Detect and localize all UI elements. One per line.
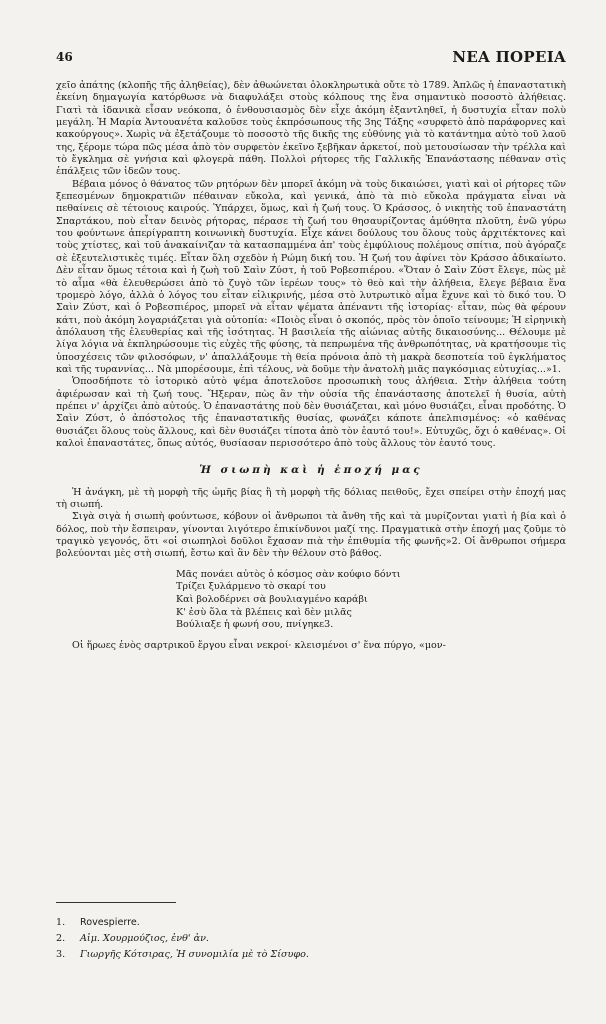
poem-line: Καὶ βολοδέρνει σὰ βουλιαγμένο καράβι (176, 593, 368, 605)
page-number: 46 (56, 50, 73, 64)
footnote-text: Rovespierre. (80, 917, 140, 928)
footnote (56, 931, 566, 947)
footnote-number: 3. (56, 949, 66, 960)
footnote (56, 915, 566, 931)
footnote-rule (56, 902, 176, 903)
footnote-text: Αἰμ. Χουρμούζιος, ἐνθ' ἀν. (80, 933, 209, 944)
paragraph: χεῖο ἀπάτης (κλοπῆς τῆς ἀληθείας), δὲν ἀθωώνεται ὁλοκληρωτικὰ οὔτε τὸ 1789. Ἁπλῶς ἡ ἐπαναστατικὴ ἐκείνη δημαγωγία κατόρθωσε νὰ διαφυλάξει στοὺς κόλπους της ἕνα σημαντικὸ ποσοστὸ ἀλήθειας. Γιατὶ τὰ ἰδανικὰ εἶσαν νεόκοπα, ὁ ἐνθουσιασμὸς δὲν εἶχε ἀκόμη ἐξαντληθεῖ, ἡ δυστυχία εἶταν πολὺ μεγάλη. Ἡ Μαρία Ἀντουανέτα καλοῦσε τοὺς ἐκπρόσωπους τῆς 3ης Τάξης «συρφετὸ ἀπὸ παράφορνες καὶ κακούργους». Χωρὶς νὰ ἐξετάζουμε τὸ ποσοστὸ τῆς δικῆς της εὐθύνης γιὰ τὸ κατάντημα αὐτὸ τοῦ λαοῦ της, ξέρομε τώρα πῶς μέσα ἀπὸ τὸν συρφετὸν ἐκεῖνο ξεβῆκαν ἀρκετοί, ποὺ μετουσίωσαν τὴν τρέλλα καὶ τὸ ἔγκλημα σὲ γνήσια καὶ φλογερὰ πάθη. Πολλοὶ ρήτορες τῆς Γαλλικῆς Ἐπανάστασης πέθαναν στὶς ἐπάλξεις τῶν ἰδεῶν τους. (56, 80, 566, 178)
poem-line: Μᾶς πονάει αὐτὸς ὁ κόσμος σὰν κούφιο δόντι (176, 568, 401, 580)
footnotes (56, 915, 566, 963)
poem-line: Κ' ἐσὺ ὅλα τὰ βλέπεις καὶ δὲν μιλᾶς (176, 606, 352, 618)
footnote (56, 947, 566, 963)
section-heading: Ἡ σιωπὴ καὶ ἡ ἐποχή μας (199, 464, 423, 477)
paragraph: Βέβαια μόνος ὁ θάνατος τῶν ρητόρων δὲν μπορεῖ ἀκόμη νὰ τοὺς δικαιώσει, γιατὶ καὶ οἱ ρήτορες τῶν ξεπεσμένων δημοκρατιῶν πέθαιναν εὔκολα, καὶ γενικά, ἀπὸ τὰ πιὸ εὔκολα πράγματα εἶναι νὰ πεθαίνεις σὲ τέτοιους καιρούς. Ὑπάρχει, ὅμως, καὶ ἡ ζωή τους. Ὁ Κράσσος, ὁ νικητὴς τοῦ ἐπαναστάτη Σπαρτάκου, ποὺ εἶταν δεινὸς ρήτορας, πέρασε τὴ ζωή του θησαυρίζοντας ἀμύθητα πλοῦτη, ἐνῶ γύρω του φούντωνε ἀπερίγραπτη κοινωνικὴ δυστυχία. Εἶχε κάνει δούλους του ὅλους τοὺς ἀρχιτέκτονες καὶ τοὺς χτίστες, καὶ τοῦ ἀνακαίνιζαν τὰ κατασπαμμένα ἀπ' τοὺς ἐμφύλιους πολέμους σπίτια, ποὺ ἀγόραζε σὲ ἐξευτελιστικὲς τιμές. Εἶταν ὅλη σχεδὸν ἡ Ρώμη δική του. Ἡ ζωή του ἀφίνει τὸν Κράσσο ἀδικαίωτο. Δὲν εἶταν ὅμως τέτοια καὶ ἡ ζωὴ τοῦ Σαὶν Ζύστ, ἡ τοῦ Ροβεσπιέρου. «Ὅταν ὁ Σαὶν Ζύστ ἔλεγε, πὼς μὲ τὸ αἷμα «θὰ ἐλευθερώσει ἀπὸ τὸ ζυγὸ τῶν ἱερέων τους» τὸ θεὸ καὶ τὴν ἀλήθεια, ἔλεγε βέβαια ἕνα τρομερὸ λόγο, ἀλλὰ ὁ λόγος του εἶταν εἰλικρινής, μέσα στὸ λυτρωτικὸ αἷμα ἔχυνε καὶ τὸ δικό του. Ὁ Σαὶν Ζύστ, καὶ ὁ Ροβεσπιέρος, μπορεῖ νὰ εἶταν ψέματα ἀπέναντι τῆς ἱστορίας· εἶταν, πὼς θὰ φέρουν κάτι, ποὺ ἀκόμη λογαριάζεται γιὰ οὐτοπία: «Ποιὸς εἶναι ὁ σκοπός, πρὸς τὸν ὁποῖο τείνουμε; Ἡ εἰρηνικὴ ἀπόλαυση τῆς ἐλευθερίας καὶ τῆς ἰσότητας. Ἡ βασιλεία τῆς αἰώνιας αὐτῆς δικαιοσύνης... Θέλουμε μὲ λίγα λόγια νὰ ἐκπληρώσουμε τὶς εὐχὲς τῆς φύσης, τὰ πεπρωμένα τῆς ἀνθρωπότητας, νὰ κρατήσουμε τὶς ὑποσχέσεις τῶν φιλοσόφων, ν' ἀπαλλάξουμε τὴ θεία πρόνοια ἀπὸ τὴ μακρὰ δεσποτεία τοῦ ἐγκλήματος καὶ τῆς τυραννίας... Νὰ μπορέσουμε, ἐπὶ τέλους, νὰ δοῦμε τὴν ἀνατολὴ μιᾶς παγκόσμιας εὐτυχίας...»1. (56, 178, 566, 375)
paragraph: Ἡ ἀνάγκη, μὲ τὴ μορφὴ τῆς ὠμῆς βίας ἢ τὴ μορφὴ τῆς δόλιας πειθοῦς, ἔχει σπείρει στὴν ἐποχή μας τὴ σιωπή. (56, 486, 566, 510)
paragraph: Σιγὰ σιγὰ ἡ σιωπὴ φούντωσε, κόβουν οἱ ἄνθρωποι τὰ ἄνθη τῆς καὶ τὰ μυρίζονται γιατὶ ἡ βία καὶ ὁ δόλος, ποὺ τὴν ἔσπειραν, γίνονται λιγότερο ἐπικίνδυνοι μαζί της. Πραγματικὰ στὴν ἐποχή μας ζοῦμε τὸ τραγικὸ γεγονός, ὅτι «οἱ σιωπηλοὶ δοῦλοι ἔχασαν πιὰ τὴν ἐπιθυμία τῆς φωνῆς»2. Οἱ ἄνθρωποι σήμερα βολεύονται μὲς στὴ σιωπή, ἔστω καὶ ἂν δὲν τὴν θέλουν στὸ βάθος. (56, 511, 566, 560)
footnote-number: 2. (56, 933, 66, 944)
poem-quote (176, 569, 566, 632)
journal-title: ΝΕΑ ΠΟΡΕΙΑ (452, 48, 566, 66)
footnote-text: Γιωργῆς Κότσιρας, Ἡ συνομιλία μὲ τὸ Σίσυφο. (80, 949, 309, 960)
article-body (56, 80, 566, 652)
poem-line: Βούλιαξε ἡ φωνή σου, πνίγηκε3. (176, 619, 334, 631)
footnote-number: 1. (56, 917, 66, 928)
paragraph: Οἱ ἥρωες ἑνὸς σαρτρικοῦ ἔργου εἶναι νεκροί· κλεισμένοι σ' ἕνα πύργο, «μον- (72, 639, 446, 651)
page-header (56, 50, 566, 70)
paragraph: Ὁποσδήποτε τὸ ἱστορικὸ αὐτὸ ψέμα ἀποτελοῦσε προσωπικὴ τους ἀλήθεια. Στὴν ἀλήθεια τούτη ἀφιέρωσαν καὶ τὴ ζωή τους. Ἤξεραν, πὼς ἂν τὴν οὐσία τῆς ἐπανάστασης ἀποτελεῖ ἡ θυσία, αὐτὴ πρέπει ν' ἀρχίζει ἀπὸ αὐτούς. Ὁ ἐπαναστάτης ποὺ δὲν θυσιάζεται, καὶ μόνο θυσιάζει, εἶναι προδότης. Ὁ Σαὶν Ζύστ, ὁ ἀπόστολος τῆς ἐπαναστατικῆς θυσίας, φωνάζει κάποτε ἀπελπισμένος: «ὁ καθένας θυσιάζει ὅλους τοὺς ἄλλους, καὶ δὲν θυσιάζει τίποτα ἀπὸ τὸν ἑαυτό του!». Εὐτυχῶς, ὄχι ὁ καθένας». Οἱ καλοὶ ἐπαναστάτες, ὅπως αὐτός, θυσίασαν περισσότερο ἀπὸ τοὺς ἄλλους τὸν ἑαυτό τους. (56, 376, 566, 449)
poem-line: Τρίζει ξυλάρμενο τὸ σκαρί του (176, 581, 326, 593)
